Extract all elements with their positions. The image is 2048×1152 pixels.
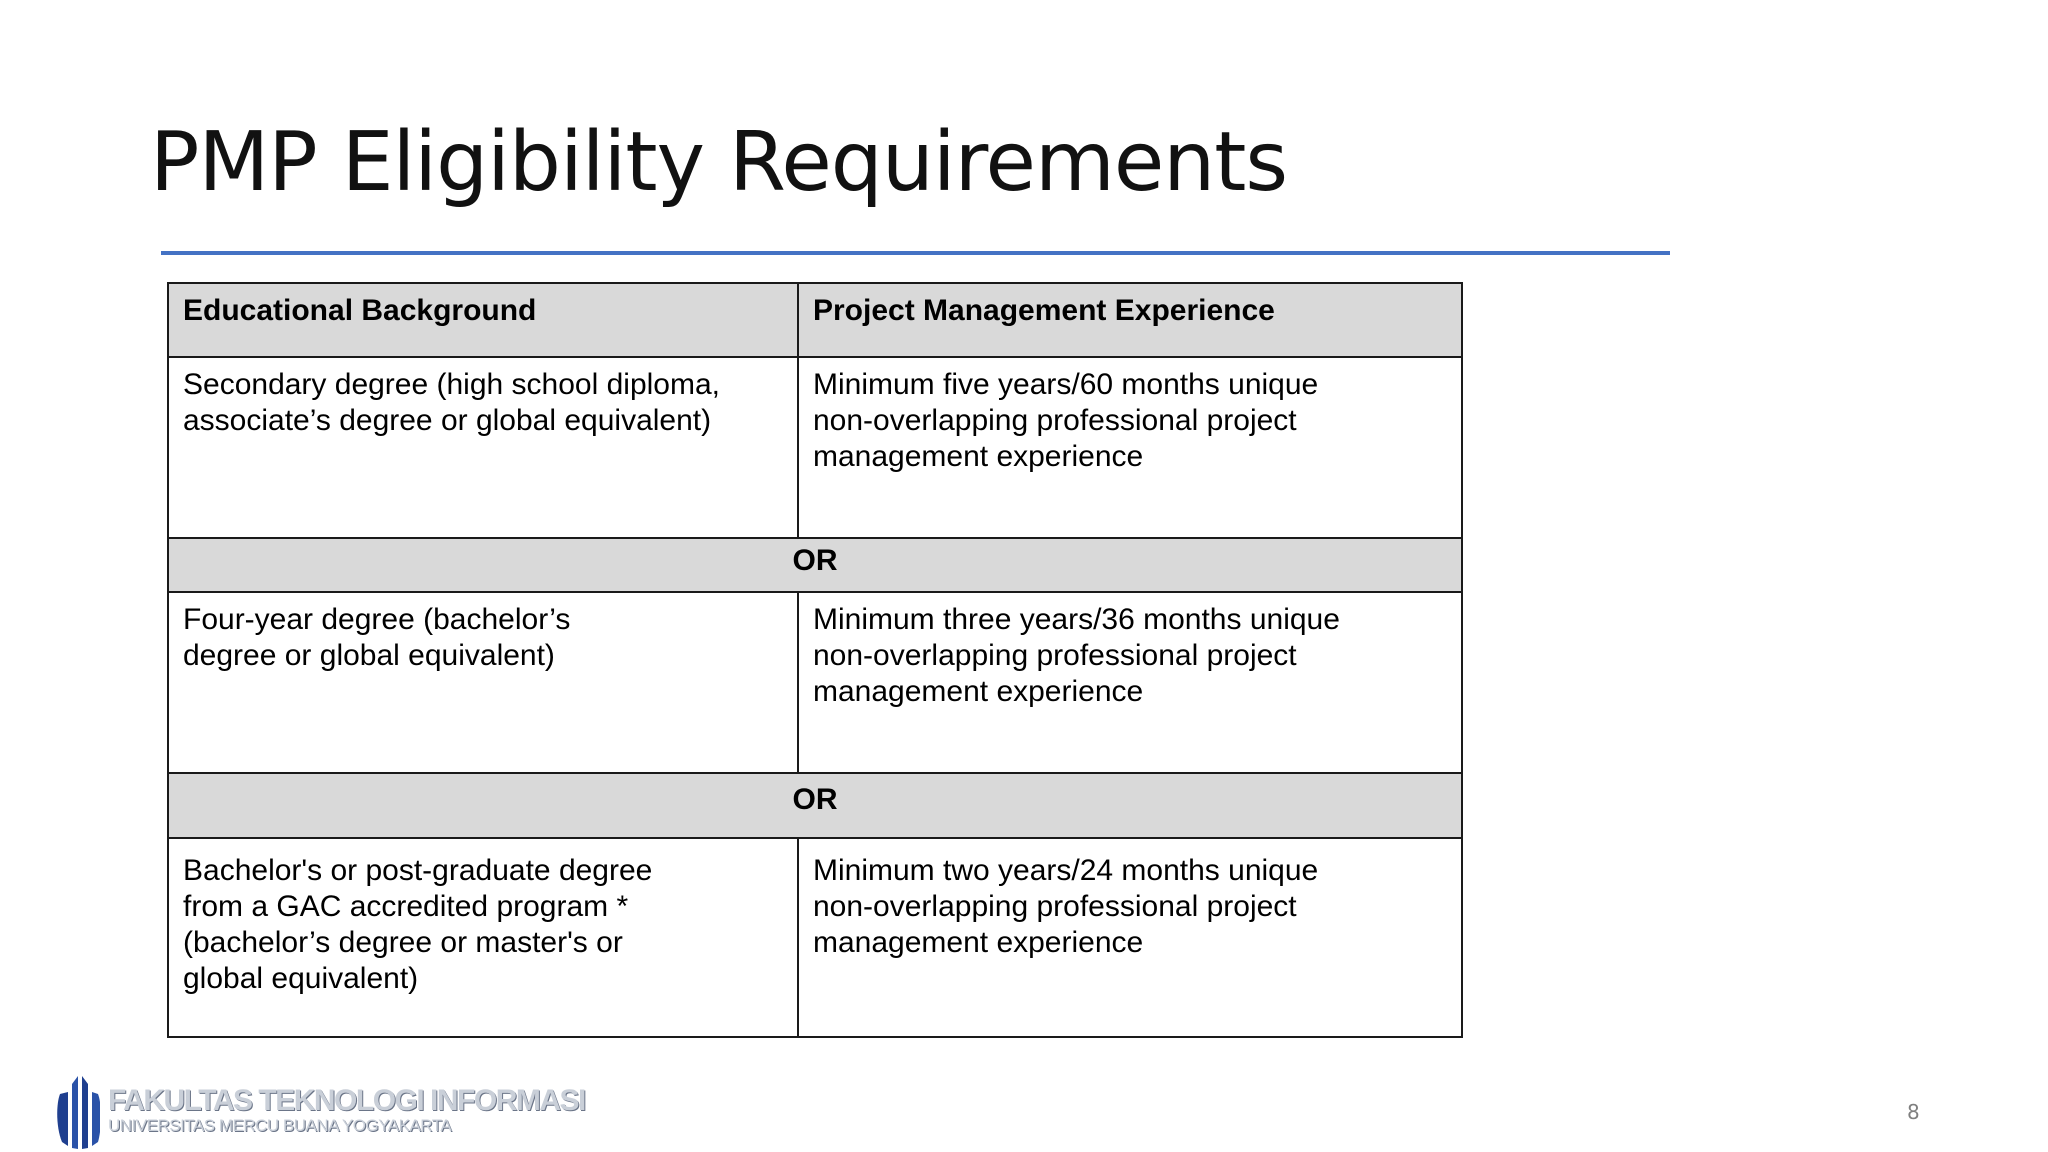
table-header-row: [168, 283, 1462, 357]
education-text: Bachelor's or post-graduate degree from a GAC accredited program * (bachelor’s degree or master's or global equivalent): [183, 854, 653, 995]
education-cell: [168, 592, 798, 773]
or-separator-row: [168, 773, 1462, 838]
university-emblem-icon: [54, 1070, 100, 1150]
education-text: Secondary degree (high school diploma, associate’s degree or global equivalent): [183, 368, 720, 437]
experience-text: Minimum three years/36 months unique non-overlapping professional project management experience: [813, 603, 1340, 708]
or-separator-row: [168, 538, 1462, 592]
education-text: Four-year degree (bachelor’s degree or global equivalent): [183, 603, 571, 672]
faculty-logo: [54, 1070, 585, 1150]
table-row: [168, 357, 1462, 538]
experience-text: Minimum two years/24 months unique non-overlapping professional project management experience: [813, 854, 1319, 959]
education-cell: [168, 838, 798, 1037]
slide-title: PMP Eligibility Requirements: [150, 115, 1288, 210]
table-row: [168, 592, 1462, 773]
title-divider: [161, 251, 1670, 255]
experience-text: Minimum five years/60 months unique non-overlapping professional project management experience: [813, 368, 1319, 473]
page-number: 8: [1907, 1100, 1920, 1124]
or-separator: OR: [168, 773, 1462, 838]
experience-cell: [798, 592, 1462, 773]
logo-faculty-name: FAKULTAS TEKNOLOGI INFORMASI: [108, 1084, 585, 1117]
header-educational-background: Educational Background: [168, 283, 798, 357]
logo-university-name: UNIVERSITAS MERCU BUANA YOGYAKARTA: [108, 1116, 452, 1135]
header-project-management-experience: Project Management Experience: [798, 283, 1462, 357]
table-row: [168, 838, 1462, 1037]
or-separator: OR: [168, 538, 1462, 592]
experience-cell: [798, 838, 1462, 1037]
experience-cell: [798, 357, 1462, 538]
education-cell: [168, 357, 798, 538]
eligibility-table: [167, 282, 1463, 1038]
